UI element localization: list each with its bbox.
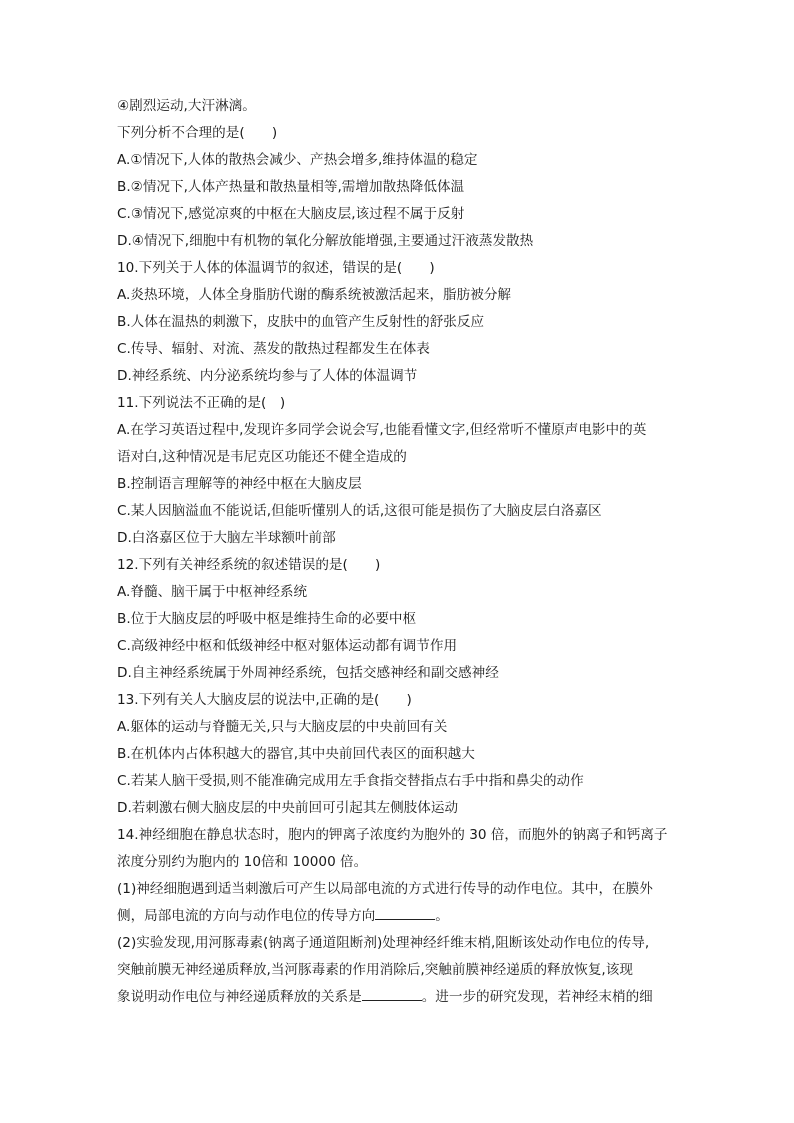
option-c: C.某人因脑溢血不能说话,但能听懂别人的话,这很可能是损伤了大脑皮层白洛嘉区 (117, 503, 602, 519)
option-d: D.④情况下,细胞中有机物的氧化分解放能增强,主要通过汗液蒸发散热 (117, 233, 534, 249)
option-c: C.若某人脑干受损,则不能准确完成用左手食指交替指点右手中指和鼻尖的动作 (117, 773, 584, 789)
option-b: B.人体在温热的刺激下，皮肤中的血管产生反射性的舒张反应 (117, 314, 485, 330)
sub-question-1-continued (117, 903, 685, 930)
sub-question-1-text: 侧，局部电流的方向与动作电位的传导方向 (117, 908, 376, 924)
option-c: C.③情况下,感觉凉爽的中枢在大脑皮层,该过程不属于反射 (117, 206, 465, 222)
question-13-title: 13.下列有关人大脑皮层的说法中,正确的是( ) (117, 692, 412, 708)
option-d: D.神经系统、内分泌系统均参与了人体的体温调节 (117, 368, 418, 384)
question-12-title: 12.下列有关神经系统的叙述错误的是( ) (117, 557, 381, 573)
option-b: B.位于大脑皮层的呼吸中枢是维持生命的必要中枢 (117, 611, 417, 627)
answer-blank[interactable] (362, 986, 422, 1001)
option-c: C.高级神经中枢和低级神经中枢对躯体运动都有调节作用 (117, 638, 458, 654)
sub-question-1: (1)神经细胞遇到适当刺激后可产生以局部电流的方式进行传导的动作电位。其中，在膜外 (117, 881, 653, 897)
sub-question-2-text: 象说明动作电位与神经递质释放的关系是 (117, 989, 362, 1005)
sub-question-1-end: 。 (435, 908, 449, 924)
option-b: B.控制语言理解等的神经中枢在大脑皮层 (117, 476, 362, 492)
sub-question-2: (2)实验发现,用河豚毒素(钠离子通道阻断剂)处理神经纤维末梢,阻断该处动作电位的传导, (117, 935, 650, 951)
sub-question-2-tail: 。进一步的研究发现，若神经末梢的细 (421, 989, 653, 1005)
option-d: D.若刺激右侧大脑皮层的中央前回可引起其左侧肢体运动 (117, 800, 459, 816)
option-a: A.躯体的运动与脊髓无关,只与大脑皮层的中央前回有关 (117, 719, 448, 735)
option-d: D.白洛嘉区位于大脑左半球额叶前部 (117, 530, 336, 546)
question-14-title-continued: 浓度分别约为胞内的 10倍和 10000 倍。 (117, 854, 368, 870)
question-9-prompt: 下列分析不合理的是( ) (117, 125, 278, 141)
document-body (117, 93, 685, 1011)
option-a: A.①情况下,人体的散热会减少、产热会增多,维持体温的稳定 (117, 152, 478, 168)
option-a-continued: 语对白,这种情况是韦尼克区功能还不健全造成的 (117, 449, 407, 465)
sub-question-2-continued: 突触前膜无神经递质释放,当河豚毒素的作用消除后,突触前膜神经递质的释放恢复,该现 (117, 962, 633, 978)
question-10-title: 10.下列关于人体的体温调节的叙述，错误的是( ) (117, 260, 435, 276)
option-a: A.脊髓、脑干属于中枢神经系统 (117, 584, 308, 600)
option-b: B.在机体内占体积越大的器官,其中央前回代表区的面积越大 (117, 746, 475, 762)
option-b: B.②情况下,人体产热量和散热量相等,需增加散热降低体温 (117, 179, 465, 195)
option-c: C.传导、辐射、对流、蒸发的散热过程都发生在体表 (117, 341, 430, 357)
answer-blank[interactable] (375, 905, 435, 920)
option-a: A.炎热环境，人体全身脂肪代谢的酶系统被激活起来，脂肪被分解 (117, 287, 512, 303)
text-line: ④剧烈运动,大汗淋漓。 (117, 98, 256, 114)
option-a: A.在学习英语过程中,发现许多同学会说会写,也能看懂文字,但经常听不懂原声电影中的英 (117, 422, 647, 438)
question-11-title: 11.下列说法不正确的是( ) (117, 395, 286, 411)
question-14-title: 14.神经细胞在静息状态时，胞内的钾离子浓度约为胞外的 30 倍，而胞外的钠离子和钙离子 (117, 827, 668, 843)
sub-question-2-continued (117, 984, 685, 1011)
option-d: D.自主神经系统属于外周神经系统，包括交感神经和副交感神经 (117, 665, 499, 681)
